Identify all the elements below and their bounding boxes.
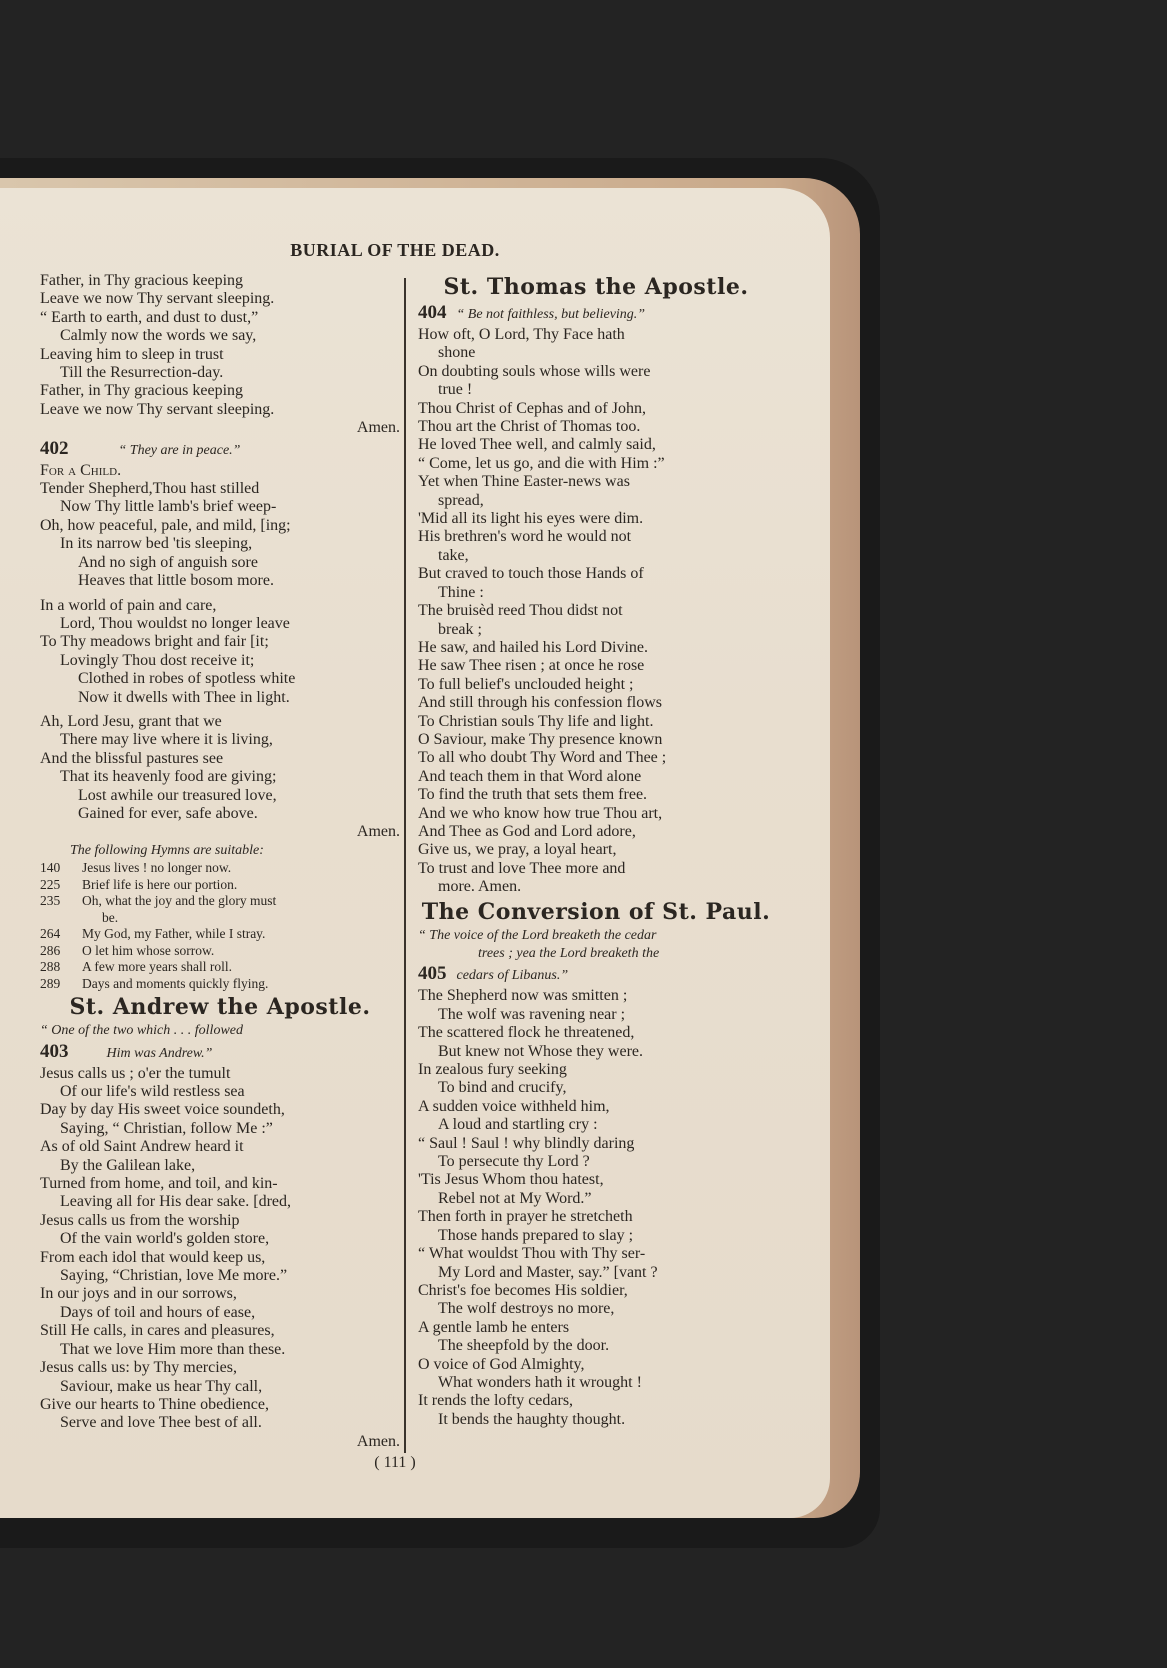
stanza [40, 480, 400, 590]
stanza [40, 1359, 400, 1451]
verse-line: He saw Thee risen ; at once he rose [418, 657, 645, 675]
verse-line: How oft, O Lord, Thy Face hath [418, 326, 625, 343]
hymn-number-line [418, 302, 774, 326]
list-item-text: be. [102, 909, 119, 925]
verse-line: It bends the haughty thought. [438, 1410, 626, 1428]
verse-line: Those hands prepared to slay ; [438, 1226, 634, 1244]
stanza [418, 1208, 774, 1282]
verse-line: Oh, how peaceful, pale, and mild, [ing; [40, 516, 291, 534]
list-item-number: 286 [40, 942, 61, 958]
hymn-number: 402 [40, 437, 69, 459]
verse-line: To trust and love Thee more and [418, 859, 626, 877]
verse-line: Clothed in robes of spotless white [78, 670, 296, 688]
verse-line: And no sigh of anguish sore [78, 553, 258, 571]
verse-line: But craved to touch those Hands of [418, 565, 644, 583]
stanza [418, 731, 774, 805]
stanza [40, 1285, 400, 1359]
hymn-motto: “ One of the two which . . . followed [40, 1023, 243, 1039]
verse-line: Now Thy little lamb's brief weep- [60, 498, 277, 516]
verse-line: Ah, Lord Jesu, grant that we [40, 712, 222, 730]
stanza [418, 805, 774, 897]
verse-line: To persecute thy Lord ? [438, 1153, 590, 1171]
verse-line: Father, in Thy gracious keeping [40, 272, 244, 289]
amen: Amen. [356, 1432, 400, 1450]
verse-line: “ What wouldst Thou with Thy ser- [418, 1245, 646, 1263]
list-item-number: 288 [40, 959, 61, 975]
list-item-text: My God, my Father, while I stray. [82, 926, 266, 942]
hymn-number-line [40, 438, 400, 462]
verse-line: Jesus calls us ; o'er the tumult [40, 1064, 231, 1082]
verse-line: shone [438, 344, 476, 362]
verse-line: take, [438, 546, 469, 564]
verse-line: “ Come, let us go, and die with Him :” [418, 454, 665, 472]
verse-line: O voice of God Almighty, [418, 1355, 585, 1373]
verse-line: The wolf was ravening near ; [438, 1005, 626, 1023]
section-title: St. Andrew the Apostle. [69, 994, 371, 1021]
verse-line: My Lord and Master, say.” [vant ? [438, 1263, 658, 1281]
verse-line: Father, in Thy gracious keeping [40, 382, 244, 400]
verse-line: Lovingly Thou dost receive it; [60, 651, 255, 669]
verse-line: Jesus calls us: by Thy mercies, [40, 1359, 238, 1377]
verse-line: Lost awhile our treasured love, [78, 786, 277, 804]
verse-line: Leave we now Thy servant sleeping. [40, 290, 275, 308]
verse-line: And Thee as God and Lord adore, [418, 822, 636, 840]
section-title: The Conversion of St. Paul. [421, 898, 771, 925]
verse-line: Thou Christ of Cephas and of John, [418, 399, 646, 417]
verse-line: To full belief's unclouded height ; [418, 675, 634, 693]
list-item [40, 893, 400, 910]
verse-line: Christ's foe becomes His soldier, [418, 1281, 628, 1299]
verse-line: A sudden voice withheld him, [418, 1097, 610, 1115]
list-item-text: Jesus lives ! no longer now. [82, 860, 232, 876]
verse-line: But knew not Whose they were. [438, 1042, 643, 1060]
verse-line: Heaves that little bosom more. [78, 572, 274, 590]
stanza [418, 1135, 774, 1209]
verse-line: In a world of pain and care, [40, 596, 217, 614]
verse-line: Yet when Thine Easter-news was [418, 473, 630, 491]
verse-line: In zealous fury seeking [418, 1061, 567, 1079]
verse-line: The sheepfold by the door. [438, 1337, 610, 1355]
verse-line: A gentle lamb he enters [418, 1318, 570, 1336]
hymn-motto: “ The voice of the Lord breaketh the cedar [418, 927, 657, 943]
stanza [418, 1356, 774, 1430]
list-item [40, 943, 400, 960]
section-title: St. Thomas the Apostle. [443, 274, 749, 300]
list-item-text: Days and moments quickly flying. [82, 975, 269, 991]
verse-line: Day by day His sweet voice soundeth, [40, 1101, 285, 1119]
hymn-motto: trees ; yea the Lord breaketh the [478, 946, 660, 961]
verse-line: Saying, “Christian, love Me more.” [60, 1267, 288, 1285]
list-item [40, 877, 400, 894]
verse-line: “ Earth to earth, and dust to dust,” [40, 308, 259, 326]
verse-line: On doubting souls whose wills were [418, 362, 651, 380]
verse-line: O Saviour, make Thy presence known [418, 730, 663, 748]
verse-line: Jesus calls us from the worship [40, 1211, 240, 1229]
verse-line: more. Amen. [438, 878, 522, 896]
list-item-number: 264 [40, 926, 61, 942]
verse-line: spread, [438, 491, 484, 509]
list-item-number: 289 [40, 975, 61, 991]
verse-line: And the blissful pastures see [40, 749, 224, 767]
hymn-heading: For a Child. [40, 461, 122, 479]
stanza [40, 713, 400, 842]
verse-line: What wonders hath it wrought ! [438, 1373, 642, 1391]
stanza [418, 1282, 774, 1356]
amen: Amen. [356, 823, 400, 841]
verse-line: Leaving all for His dear sake. [dred, [60, 1193, 292, 1211]
verse-line: The wolf destroys no more, [438, 1300, 615, 1318]
verse-line: A loud and startling cry : [438, 1116, 598, 1134]
stanza [40, 1212, 400, 1286]
verse-line: Leaving him to sleep in trust [40, 345, 224, 363]
stanza [418, 1061, 774, 1135]
hymn-motto: Him was Andrew.” [106, 1045, 213, 1061]
hymn-motto: cedars of Libanus.” [456, 968, 569, 984]
right-column [418, 272, 774, 1429]
verse-line: Saviour, make us hear Thy call, [60, 1377, 263, 1395]
verse-line: “ Saul ! Saul ! why blindly daring [418, 1134, 635, 1152]
list-item-number: 140 [40, 860, 61, 876]
suitable-list [40, 860, 400, 992]
verse-line: Calmly now the words we say, [60, 327, 257, 345]
verse-line: And we who know how true Thou art, [418, 804, 663, 822]
verse-line: The Shepherd now was smitten ; [418, 987, 628, 1005]
verse-line: Of the vain world's golden store, [60, 1230, 270, 1248]
verse-line: Tender Shepherd,Thou hast stilled [40, 480, 260, 498]
verse-line: Thou art the Christ of Thomas too. [418, 418, 641, 436]
verse-line: Then forth in prayer he stretcheth [418, 1208, 633, 1226]
verse-line: Serve and love Thee best of all. [60, 1414, 262, 1432]
verse-line: Days of toil and hours of ease, [60, 1303, 256, 1321]
stanza [418, 528, 774, 657]
list-item [40, 910, 400, 927]
verse-line: To Thy meadows bright and fair [it; [40, 633, 269, 651]
hymn-number-line [418, 963, 774, 987]
verse-line: Till the Resurrection-day. [60, 364, 224, 382]
verse-line: He loved Thee well, and calmly said, [418, 436, 656, 454]
left-column [40, 272, 400, 1451]
list-item [40, 959, 400, 976]
verse-line: In its narrow bed 'tis sleeping, [60, 535, 253, 553]
verse-line: Now it dwells with Thee in light. [78, 688, 290, 706]
verse-line: His brethren's word he would not [418, 528, 632, 546]
verse-line: To find the truth that sets them free. [418, 786, 648, 804]
list-item [40, 976, 400, 993]
verse-line: Turned from home, and toil, and kin- [40, 1175, 278, 1193]
suitable-heading: The following Hymns are suitable: [70, 842, 264, 858]
stanza [40, 1065, 400, 1139]
verse-line: To Christian souls Thy life and light. [418, 712, 654, 730]
verse-line: To bind and crucify, [438, 1079, 567, 1097]
hymn-401-end [40, 272, 400, 438]
verse-line: In our joys and in our sorrows, [40, 1285, 237, 1303]
column-rule [404, 278, 406, 1453]
verse-line: And teach them in that Word alone [418, 767, 642, 785]
verse-line: break ; [438, 620, 482, 638]
list-item-text: Brief life is here our portion. [82, 876, 238, 892]
verse-line: As of old Saint Andrew heard it [40, 1138, 244, 1156]
stanza [418, 436, 774, 528]
verse-line: true ! [438, 381, 473, 399]
verse-line: There may live where it is living, [60, 731, 273, 749]
hymn-motto: “ Be not faithless, but believing.” [456, 307, 646, 322]
page-number: ( 111 ) [374, 1454, 416, 1471]
verse-line: It rends the lofty cedars, [418, 1392, 574, 1410]
verse-line: 'Tis Jesus Whom thou hatest, [418, 1171, 604, 1189]
verse-line: By the Galilean lake, [60, 1156, 196, 1174]
hymn-number: 404 [418, 302, 447, 323]
verse-line: To all who doubt Thy Word and Thee ; [418, 749, 667, 767]
list-item-text: O let him whose sorrow. [82, 942, 215, 958]
verse-line: 'Mid all its light his eyes were dim. [418, 510, 644, 528]
list-item-number: 225 [40, 876, 61, 892]
stanza [40, 1138, 400, 1212]
list-item [40, 926, 400, 943]
verse-line: That we love Him more than these. [60, 1340, 286, 1358]
hymnal-page [0, 188, 830, 1518]
hymn-number: 403 [40, 1040, 69, 1062]
stanza [40, 597, 400, 707]
verse-line: Give our hearts to Thine obedience, [40, 1395, 269, 1413]
verse-line: Saying, “ Christian, follow Me :” [60, 1119, 273, 1137]
hymn-number: 405 [418, 963, 447, 985]
verse-line: The scattered flock he threatened, [418, 1024, 635, 1042]
stanza [418, 326, 774, 436]
verse-line: That its heavenly food are giving; [60, 768, 277, 786]
verse-line: From each idol that would keep us, [40, 1248, 266, 1266]
verse-line: And still through his confession flows [418, 694, 662, 712]
verse-line: The bruisèd reed Thou didst not [418, 602, 623, 620]
hymn-number-line [40, 1041, 400, 1065]
list-item [40, 860, 400, 877]
verse-line: Of our life's wild restless sea [60, 1083, 245, 1100]
list-item-number: 235 [40, 893, 61, 909]
amen: Amen. [356, 419, 400, 437]
stanza [418, 657, 774, 731]
verse-line: Still He calls, in cares and pleasures, [40, 1322, 275, 1340]
list-item-text: A few more years shall roll. [82, 959, 232, 975]
verse-line: Thine : [438, 583, 484, 601]
verse-line: He saw, and hailed his Lord Divine. [418, 638, 649, 656]
verse-line: Leave we now Thy servant sleeping. [40, 400, 275, 418]
verse-line: Lord, Thou wouldst no longer leave [60, 614, 290, 632]
verse-line: Give us, we pray, a loyal heart, [418, 841, 617, 859]
stanza [418, 987, 774, 1061]
list-item-text: Oh, what the joy and the glory must [82, 893, 277, 909]
verse-line: Gained for ever, safe above. [78, 804, 258, 822]
running-head: BURIAL OF THE DEAD. [290, 240, 500, 260]
verse-line: Rebel not at My Word.” [438, 1189, 592, 1207]
hymn-motto: “ They are in peace.” [118, 442, 241, 458]
